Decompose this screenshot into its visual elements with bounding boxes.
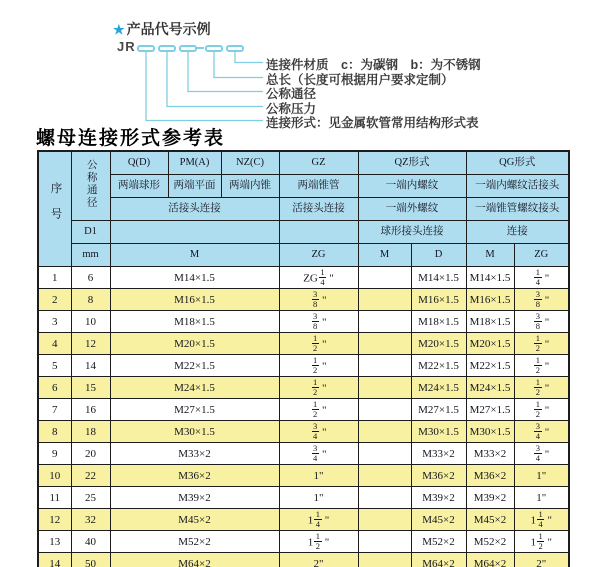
cell-gz: $\frac{1}{2}$ " (279, 399, 358, 421)
cell-m: M14×1.5 (110, 267, 279, 289)
cell-gz: 1 $\frac{1}{4}$ " (279, 509, 358, 531)
cell-qg_zg: $\frac{1}{2}$ " (514, 355, 569, 377)
cell-qz_d: M64×2 (411, 553, 466, 567)
cell-qz_m (358, 487, 411, 509)
table-row (38, 531, 569, 553)
header-code-gz: GZ (279, 151, 358, 175)
cell-dn: 32 (71, 509, 110, 531)
cell-qz_d: M33×2 (411, 443, 466, 465)
code-segment-box (137, 45, 155, 52)
header-blank (110, 221, 279, 244)
cell-gz: 1" (279, 487, 358, 509)
cell-no: 9 (38, 443, 71, 465)
cell-qz_d: M52×2 (411, 531, 466, 553)
cell-qz_m (358, 289, 411, 311)
cell-qg_m: M27×1.5 (466, 399, 514, 421)
cell-no: 4 (38, 333, 71, 355)
table-row (38, 311, 569, 333)
cell-gz: $\frac{1}{2}$ " (279, 355, 358, 377)
header-unit-m-qg: M (466, 244, 514, 267)
code-dash (197, 47, 204, 49)
cell-qg_m: M64×2 (466, 553, 514, 567)
cell-qz_d: M20×1.5 (411, 333, 466, 355)
cell-dn: 12 (71, 333, 110, 355)
header-gz-connection: 活接头连接 (279, 198, 358, 221)
header-row-3 (38, 198, 569, 221)
cell-gz: $\frac{3}{4}$ " (279, 443, 358, 465)
table-row (38, 355, 569, 377)
cell-no: 12 (38, 509, 71, 531)
cell-qz_m (358, 531, 411, 553)
cell-qz_d: M27×1.5 (411, 399, 466, 421)
table-row (38, 267, 569, 289)
product-code-example-title (113, 19, 211, 39)
cell-qg_zg: $\frac{3}{4}$ " (514, 421, 569, 443)
header-unit-m-qz: M (358, 244, 411, 267)
cell-qz_m (358, 509, 411, 531)
cell-no: 14 (38, 553, 71, 567)
header-type-q: 两端球形 (110, 175, 168, 198)
cell-qz_m (358, 311, 411, 333)
code-segment-box (179, 45, 197, 52)
cell-gz: $\frac{1}{2}$ " (279, 377, 358, 399)
header-row-4 (38, 221, 569, 244)
cell-qz_d: M18×1.5 (411, 311, 466, 333)
cell-m: M30×1.5 (110, 421, 279, 443)
header-unit-mm: mm (71, 244, 110, 267)
cell-no: 13 (38, 531, 71, 553)
cell-no: 5 (38, 355, 71, 377)
cell-dn: 8 (71, 289, 110, 311)
table-row (38, 443, 569, 465)
cell-no: 7 (38, 399, 71, 421)
cell-qg_zg: $\frac{1}{2}$ " (514, 333, 569, 355)
cell-m: M52×2 (110, 531, 279, 553)
cell-qg_m: M39×2 (466, 487, 514, 509)
cell-gz: 1" (279, 465, 358, 487)
cell-qg_m: M33×2 (466, 443, 514, 465)
cell-dn: 14 (71, 355, 110, 377)
nut-connection-reference-table (37, 150, 570, 567)
header-unit-m-left: M (110, 244, 279, 267)
header-code-pm: PM(A) (168, 151, 221, 175)
cell-qg_zg: $\frac{3}{8}$ " (514, 311, 569, 333)
cell-m: M16×1.5 (110, 289, 279, 311)
section-title: 螺母连接形式参考表 (36, 128, 226, 149)
cell-qz_d: M14×1.5 (411, 267, 466, 289)
header-nominal-diameter: 公称通径 (71, 151, 110, 221)
header-type-gz: 两端锥管 (279, 175, 358, 198)
cell-gz: $\frac{3}{8}$ " (279, 311, 358, 333)
header-row-2 (38, 175, 569, 198)
cell-qg_zg: 1" (514, 487, 569, 509)
cell-qg_m: M18×1.5 (466, 311, 514, 333)
product-code-prefix: JR (117, 39, 136, 54)
header-qg-line3: 连接 (466, 221, 569, 244)
cell-qg_m: M14×1.5 (466, 267, 514, 289)
cell-gz: $\frac{1}{2}$ " (279, 333, 358, 355)
header-qg-line2: 一端锥管螺纹接头 (466, 198, 569, 221)
cell-gz: ZG $\frac{1}{4}$ " (279, 267, 358, 289)
header-d1: D1 (71, 221, 110, 244)
cell-dn: 15 (71, 377, 110, 399)
header-qz-line3: 球形接头连接 (358, 221, 466, 244)
header-qg-line1: 一端内螺纹活接头 (466, 175, 569, 198)
header-code-nz: NZ(C) (221, 151, 279, 175)
header-blank (279, 221, 358, 244)
cell-gz: $\frac{3}{8}$ " (279, 289, 358, 311)
cell-dn: 22 (71, 465, 110, 487)
cell-qg_zg: $\frac{1}{4}$ " (514, 267, 569, 289)
table-row (38, 399, 569, 421)
cell-qg_m: M36×2 (466, 465, 514, 487)
header-unit-zg-gz: ZG (279, 244, 358, 267)
cell-qg_zg: $\frac{3}{8}$ " (514, 289, 569, 311)
cell-qg_zg: 2" (514, 553, 569, 567)
header-unit-d-qz: D (411, 244, 466, 267)
cell-no: 3 (38, 311, 71, 333)
table-row (38, 553, 569, 567)
cell-no: 1 (38, 267, 71, 289)
cell-dn: 25 (71, 487, 110, 509)
label-connector-material: 连接件材质 c：为碳钢 b：为不锈钢 (266, 58, 481, 72)
cell-gz: 1 $\frac{1}{2}$ " (279, 531, 358, 553)
header-code-q: Q(D) (110, 151, 168, 175)
header-row-1 (38, 151, 569, 175)
cell-m: M36×2 (110, 465, 279, 487)
header-type-pm: 两端平面 (168, 175, 221, 198)
table-row (38, 289, 569, 311)
cell-qz_d: M45×2 (411, 509, 466, 531)
label-total-length: 总长（长度可根据用户要求定制） (266, 73, 454, 87)
header-qz-line1: 一端内螺纹 (358, 175, 466, 198)
cell-qg_zg: $\frac{1}{2}$ " (514, 399, 569, 421)
cell-m: M22×1.5 (110, 355, 279, 377)
header-code-qg: QG形式 (466, 151, 569, 175)
cell-qz_d: M30×1.5 (411, 421, 466, 443)
table-body (38, 267, 569, 567)
cell-no: 8 (38, 421, 71, 443)
cell-no: 10 (38, 465, 71, 487)
header-type-nz: 两端内锥 (221, 175, 279, 198)
code-segment-box (226, 45, 244, 52)
header-left-connection: 活接头连接 (110, 198, 279, 221)
cell-qg_m: M24×1.5 (466, 377, 514, 399)
code-segment-box (205, 45, 223, 52)
cell-m: M39×2 (110, 487, 279, 509)
header-qz-line2: 一端外螺纹 (358, 198, 466, 221)
cell-gz: $\frac{3}{4}$ " (279, 421, 358, 443)
cell-m: M45×2 (110, 509, 279, 531)
cell-no: 11 (38, 487, 71, 509)
label-nominal-pressure: 公称压力 (266, 102, 317, 116)
code-segment-box (158, 45, 176, 52)
cell-dn: 16 (71, 399, 110, 421)
table-row (38, 509, 569, 531)
header-code-qz: QZ形式 (358, 151, 466, 175)
cell-m: M24×1.5 (110, 377, 279, 399)
cell-qz_m (358, 553, 411, 567)
cell-qg_m: M20×1.5 (466, 333, 514, 355)
cell-dn: 50 (71, 553, 110, 567)
cell-no: 2 (38, 289, 71, 311)
cell-qg_m: M52×2 (466, 531, 514, 553)
table-row (38, 421, 569, 443)
label-connection-form: 连接形式：见金属软管常用结构形式表 (266, 116, 479, 130)
cell-qz_m (358, 443, 411, 465)
header-row-5 (38, 244, 569, 267)
header-seq: 序号 (38, 151, 71, 267)
cell-m: M64×2 (110, 553, 279, 567)
cell-qg_m: M45×2 (466, 509, 514, 531)
cell-qz_m (358, 465, 411, 487)
cell-dn: 20 (71, 443, 110, 465)
table-row (38, 487, 569, 509)
table-row (38, 377, 569, 399)
cell-qz_d: M36×2 (411, 465, 466, 487)
product-code-example-label: 产品代号示例 (126, 21, 211, 37)
cell-qz_m (358, 399, 411, 421)
cell-dn: 18 (71, 421, 110, 443)
cell-qg_m: M16×1.5 (466, 289, 514, 311)
cell-qz_d: M22×1.5 (411, 355, 466, 377)
cell-qg_zg: 1 $\frac{1}{4}$ " (514, 509, 569, 531)
cell-qz_m (358, 421, 411, 443)
cell-qg_zg: $\frac{3}{4}$ " (514, 443, 569, 465)
cell-qg_zg: 1 $\frac{1}{2}$ " (514, 531, 569, 553)
cell-m: M33×2 (110, 443, 279, 465)
cell-gz: 2" (279, 553, 358, 567)
label-nominal-diameter: 公称通径 (266, 87, 317, 101)
cell-qz_d: M24×1.5 (411, 377, 466, 399)
cell-qg_zg: $\frac{1}{2}$ " (514, 377, 569, 399)
cell-no: 6 (38, 377, 71, 399)
cell-qg_m: M22×1.5 (466, 355, 514, 377)
cell-qg_m: M30×1.5 (466, 421, 514, 443)
cell-m: M18×1.5 (110, 311, 279, 333)
cell-qz_d: M16×1.5 (411, 289, 466, 311)
cell-qz_m (358, 267, 411, 289)
cell-qg_zg: 1" (514, 465, 569, 487)
cell-dn: 40 (71, 531, 110, 553)
cell-m: M27×1.5 (110, 399, 279, 421)
cell-m: M20×1.5 (110, 333, 279, 355)
cell-dn: 10 (71, 311, 110, 333)
cell-qz_m (358, 377, 411, 399)
table-row (38, 465, 569, 487)
cell-qz_d: M39×2 (411, 487, 466, 509)
cell-qz_m (358, 333, 411, 355)
cell-dn: 6 (71, 267, 110, 289)
table-row (38, 333, 569, 355)
header-unit-zg-qg: ZG (514, 244, 569, 267)
star-icon: ★ (113, 22, 125, 37)
cell-qz_m (358, 355, 411, 377)
